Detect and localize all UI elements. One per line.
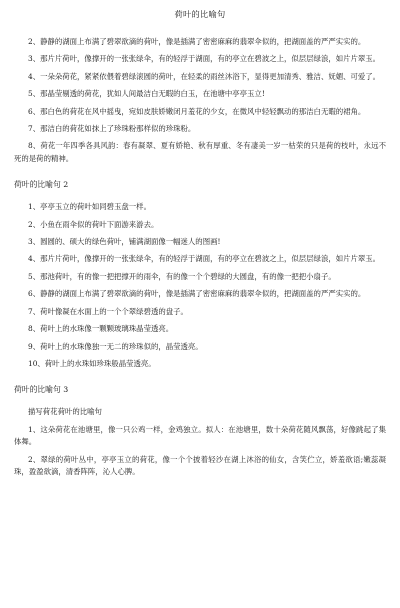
paragraph: 5、那池荷叶，有的像一把把撑开的雨伞，有的像一个个碧绿的大圆盘，有的像一把把小扇子。 — [28, 271, 336, 281]
document-title: 荷叶的比喻句 — [174, 9, 226, 19]
paragraph: 7、荷叶像凝在水面上的一个个翠绿碧透的盘子。 — [28, 306, 188, 316]
section-3-subheading: 描写荷花荷叶的比喻句 — [28, 407, 102, 417]
paragraph: 8、荷花一年四季各具风韵：春有凝翠、夏有娇艳、秋有厚重、冬有凄美一岁一枯荣的只是荷的枝叶，永远不死的是荷的精神。 — [14, 141, 386, 163]
section-3-heading: 荷叶的比喻句 3 — [14, 385, 69, 395]
paragraph: 6、那白色的荷花在风中摇曳，宛如皮肤娇嫩闭月羞花的少女，在微风中轻轻飘动的那洁白无暇的裙角。 — [28, 106, 366, 116]
section-2-heading: 荷叶的比喻句 2 — [14, 180, 69, 190]
paragraph: 7、那洁白的荷花如抹上了珍珠粉那样似的珍珠粉。 — [28, 124, 196, 134]
paragraph: 9、荷叶上的水珠像独一无二的珍珠似的，晶莹透亮。 — [28, 341, 203, 351]
paragraph: 2、小鱼在雨伞似的荷叶下面游来游去。 — [28, 219, 159, 229]
paragraph: 2、静静的湖面上布满了碧翠欲滴的荷叶，像是插满了密密麻麻的翡翠伞似的，把湖面盖的严严实实的。 — [28, 37, 366, 46]
section-2 — [14, 201, 386, 370]
paragraph: 10、荷叶上的水珠如珍珠般晶莹透亮。 — [28, 358, 156, 368]
paragraph: 1、亭亭玉立的荷叶如同碧玉盘一样。 — [28, 202, 151, 212]
paragraph: 8、荷叶上的水珠像一颗颗玻璃珠晶莹透亮。 — [28, 324, 174, 334]
paragraph: 3、那片片荷叶，像撑开的一张张绿伞，有的轻浮于湖面，有的亭立在碧波之上，似层层绿浪，如片片翠玉。 — [28, 54, 381, 64]
paragraph: 5、那晶莹剔透的荷花，犹如人间最洁白无暇的白玉，在池塘中亭亭玉立! — [28, 89, 265, 99]
paragraph: 4、一朵朵荷花，紧紧依偎着碧绿滚圆的荷叶，在轻柔的雨丝沐浴下，显得更加清秀、雅洁、妩媚、可爱了。 — [28, 71, 381, 81]
paragraph: 1、这朵荷花在池塘里，像一只公鸡一样，金鸡独立。拟人：在池塘里，数十朵荷花随风飘荡，好像跳起了集体舞。 — [14, 424, 386, 447]
paragraph: 6、静静的湖面上布满了碧翠欲滴的荷叶，像是插满了密密麻麻的翡翠伞似的，把湖面盖的严严实实的。 — [28, 289, 366, 299]
section-1 — [14, 36, 386, 165]
paragraph: 4、那片片荷叶，像撑开的一张张绿伞，有的轻浮于湖面，有的亭立在碧波之上，似层层绿浪，如片片翠玉。 — [28, 254, 381, 264]
paragraph: 2、翠绿的荷叶丛中，亭亭玉立的荷花，像一个个披着轻沙在湖上沐浴的仙女，含笑伫立，娇羞欲语;嫩蕊凝珠，盈盈欲滴，清香阵阵，沁人心脾。 — [14, 454, 386, 476]
section-3 — [14, 406, 386, 478]
paragraph: 3、圆圆的、硕大的绿色荷叶，铺满湖面像一幅迷人的图画! — [28, 237, 221, 247]
